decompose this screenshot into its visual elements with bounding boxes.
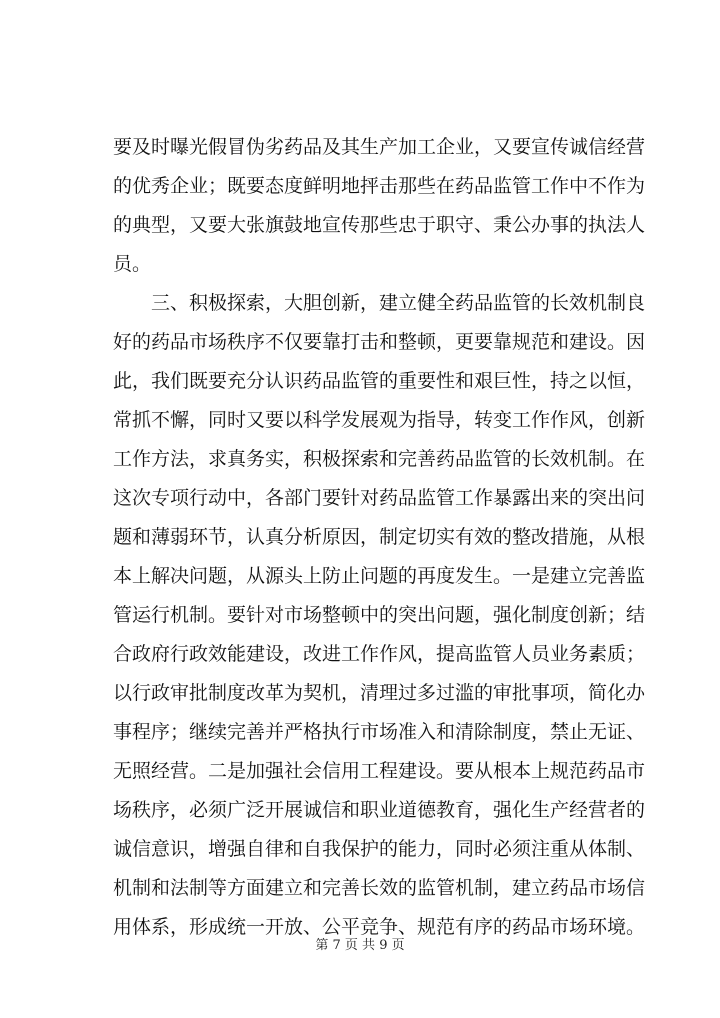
- text-line: 的优秀企业；既要态度鲜明地抨击那些在药品监管工作中不作为: [113, 175, 646, 197]
- text-line: 诚信意识，增强自律和自我保护的能力，同时必须注重从体制、: [113, 838, 646, 860]
- text-line: 用体系，形成统一开放、公平竞争、规范有序的药品市场环境。: [113, 916, 646, 938]
- page-number-footer: 第 7 页 共 9 页: [315, 938, 405, 953]
- paragraph-heading-line: 三、积极探索，大胆创新，建立健全药品监管的长效机制良: [151, 292, 646, 314]
- text-line: 要及时曝光假冒伪劣药品及其生产加工企业，又要宣传诚信经营: [113, 136, 646, 158]
- text-line: 机制和法制等方面建立和完善长效的监管机制，建立药品市场信: [113, 877, 646, 899]
- text-line: 常抓不懈，同时又要以科学发展观为指导，转变工作作风，创新: [113, 409, 646, 431]
- text-line: 员。: [113, 253, 152, 275]
- text-line: 事程序；继续完善并严格执行市场准入和清除制度，禁止无证、: [113, 721, 646, 743]
- text-line: 本上解决问题，从源头上防止问题的再度发生。一是建立完善监: [113, 565, 646, 587]
- text-line: 题和薄弱环节，认真分析原因，制定切实有效的整改措施，从根: [113, 526, 646, 548]
- text-line: 的典型，又要大张旗鼓地宣传那些忠于职守、秉公办事的执法人: [113, 214, 646, 236]
- text-line: 此，我们既要充分认识药品监管的重要性和艰巨性，持之以恒，: [113, 370, 646, 392]
- text-line: 场秩序，必须广泛开展诚信和职业道德教育，强化生产经营者的: [113, 799, 646, 821]
- text-line: 好的药品市场秩序不仅要靠打击和整顿，更要靠规范和建设。因: [113, 331, 646, 353]
- text-line: 合政府行政效能建设，改进工作作风，提高监管人员业务素质；: [113, 643, 646, 665]
- text-line: 以行政审批制度改革为契机，清理过多过滥的审批事项，简化办: [113, 682, 646, 704]
- text-line: 管运行机制。要针对市场整顿中的突出问题，强化制度创新；结: [113, 604, 646, 626]
- text-line: 无照经营。二是加强社会信用工程建设。要从根本上规范药品市: [113, 760, 646, 782]
- text-line: 这次专项行动中，各部门要针对药品监管工作暴露出来的突出问: [113, 487, 646, 509]
- text-line: 工作方法，求真务实，积极探索和完善药品监管的长效机制。在: [113, 448, 646, 470]
